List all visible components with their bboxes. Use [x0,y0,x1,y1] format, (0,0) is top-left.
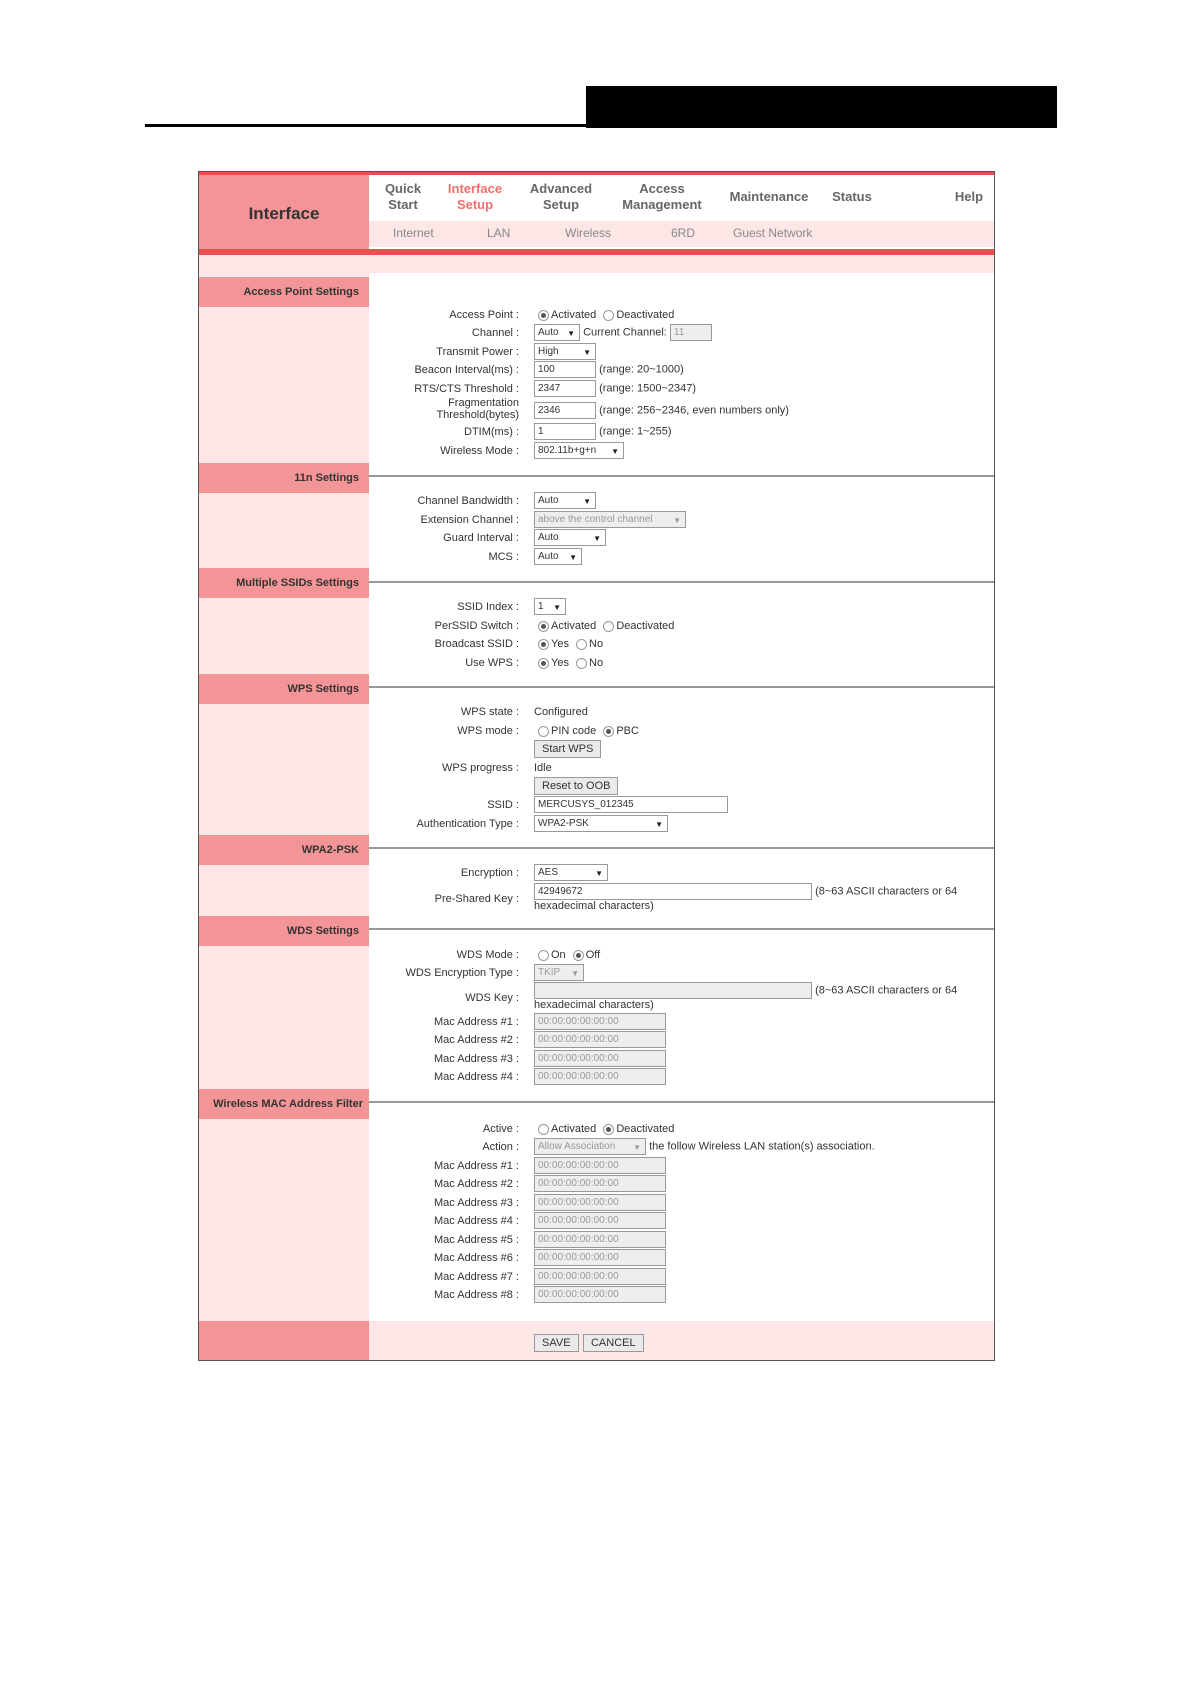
start-wps-button[interactable]: Start WPS [534,740,601,758]
section-rule [369,475,994,477]
radio-perssid-deactivated[interactable] [603,621,614,632]
frag-range: (range: 256~2346, even numbers only) [599,404,789,417]
mac-filter-action-hint: the follow Wireless LAN station(s) association. [649,1140,875,1153]
save-button[interactable]: SAVE [534,1334,579,1352]
label-extension-channel: Extension Channel : [420,514,519,526]
label-filter-mac-5: Mac Address #5 : [434,1234,519,1246]
label-filter-mac-4: Mac Address #4 : [434,1215,519,1227]
label-wps-state: WPS state : [460,706,519,718]
ssid-index-row [534,598,566,615]
subnav-internet[interactable]: Internet [393,226,434,240]
radio-label: Activated [551,620,597,632]
label-wireless-mode: Wireless Mode : [440,445,519,457]
wds-mode-radio-group [534,948,600,962]
radio-label: Off [585,949,601,961]
channel-bandwidth-select[interactable]: Auto ▼ [534,492,596,509]
filter-mac-input-3[interactable]: 00:00:00:00:00:00 [534,1194,666,1211]
filter-mac-row [534,1231,666,1248]
section-rule [369,686,994,688]
filter-mac-row [534,1157,666,1174]
radio-label: No [589,638,604,650]
label-channel: Channel : [471,327,519,339]
wps-progress-value: Idle [534,762,552,774]
subnav-lan[interactable]: LAN [487,226,511,240]
wps-mode-radio-group [534,724,639,738]
wds-encryption-select[interactable]: TKIP ▼ [534,964,584,981]
router-config-screenshot [198,171,995,1361]
label-wds-encryption: WDS Encryption Type : [405,967,519,979]
ssid-row [534,796,728,813]
mac-filter-action-row [534,1138,875,1155]
nav-quick-start[interactable]: Quick Start [384,181,422,212]
rts-range: (range: 1500~2347) [599,382,696,395]
label-pre-shared-key: Pre-Shared Key : [434,893,519,905]
wds-key-input[interactable] [534,982,812,999]
label-wds-mac-3: Mac Address #3 : [434,1053,519,1065]
section-label-access-point: Access Point Settings [199,277,369,307]
radio-label: PBC [616,725,639,737]
label-channel-bandwidth: Channel Bandwidth : [417,495,519,507]
label-wps-mode: WPS mode : [457,725,519,737]
left-column [199,273,369,1321]
section-label-multiple-ssids: Multiple SSIDs Settings [199,568,369,598]
nav-access-management[interactable]: Access Management [622,181,702,212]
radio-label: Activated [551,1123,597,1135]
auth-type-select[interactable]: WPA2-PSK ▼ [534,815,668,832]
section-label-wds: WDS Settings [199,916,369,946]
guard-interval-select[interactable]: Auto ▼ [534,529,606,546]
label-wds-mac-1: Mac Address #1 : [434,1016,519,1028]
wds-key-hint-line2: hexadecimal characters) [534,999,654,1011]
perssid-radio-group [534,619,674,633]
frag-label-line2: Threshold(bytes) [436,409,519,421]
nav-interface-setup[interactable]: Interface Setup [447,181,503,212]
radio-wps-no[interactable] [576,658,587,669]
section-rule [369,1101,994,1103]
radio-wps-pbc[interactable] [603,726,614,737]
sub-nav [369,221,994,247]
mac-filter-radio-group [534,1122,674,1136]
wps-state-value: Configured [534,706,588,718]
label-mac-filter-action: Action : [482,1141,519,1153]
fragmentation-input[interactable]: 2346 [534,402,596,419]
radio-label: On [551,949,566,961]
footer-bar [199,1321,994,1361]
label-access-point: Access Point : [449,309,519,321]
filter-mac-input-2[interactable]: 00:00:00:00:00:00 [534,1175,666,1192]
radio-wds-on[interactable] [538,950,549,961]
section-label-wps: WPS Settings [199,674,369,704]
wds-mac-row [534,1013,666,1030]
top-header [199,172,994,256]
dtim-input[interactable]: 1 [534,423,596,440]
bandwidth-row [534,492,596,509]
current-channel-field: 11 [670,324,712,341]
label-use-wps: Use WPS : [465,657,519,669]
frag-label-line1: Fragmentation [448,397,519,409]
wireless-mode-row [534,442,624,459]
section-label-mac-filter: Wireless MAC Address Filter [199,1089,369,1119]
filter-mac-input-7[interactable]: 00:00:00:00:00:00 [534,1268,666,1285]
label-wds-mac-2: Mac Address #2 : [434,1034,519,1046]
label-perssid-switch: PerSSID Switch : [434,620,519,632]
wds-mac-input-2[interactable]: 00:00:00:00:00:00 [534,1031,666,1048]
label-wds-mode: WDS Mode : [456,949,519,961]
radio-wds-off[interactable] [573,950,584,961]
wds-mac-row [534,1068,666,1085]
section-rule [369,581,994,583]
guard-row [534,529,606,546]
filter-mac-input-1[interactable]: 00:00:00:00:00:00 [534,1157,666,1174]
psk-hint-line2: hexadecimal characters) [534,900,654,912]
filter-mac-row [534,1175,666,1192]
radio-ap-activated[interactable] [538,310,549,321]
label-auth-type: Authentication Type : [416,818,519,830]
filter-mac-input-6[interactable]: 00:00:00:00:00:00 [534,1249,666,1266]
radio-wps-pin[interactable] [538,726,549,737]
label-beacon-interval: Beacon Interval(ms) : [414,364,519,376]
label-fragmentation [369,397,519,421]
subnav-6rd[interactable]: 6RD [671,226,696,240]
wds-mac-row [534,1031,666,1048]
radio-wps-yes[interactable] [538,658,549,669]
wds-mac-input-3[interactable]: 00:00:00:00:00:00 [534,1050,666,1067]
wds-key-hint: (8~63 ASCII characters or 64 [815,984,958,997]
label-broadcast-ssid: Broadcast SSID : [434,638,519,650]
beacon-range: (range: 20~1000) [599,363,684,376]
nav-advanced-setup[interactable]: Advanced Setup [529,181,593,212]
filter-mac-row [534,1249,666,1266]
radio-label: Yes [551,638,569,650]
pre-shared-key-input[interactable]: 42949672 [534,883,812,900]
label-rts-threshold: RTS/CTS Threshold : [414,383,519,395]
filter-mac-input-4[interactable]: 00:00:00:00:00:00 [534,1212,666,1229]
mac-filter-action-select[interactable]: Allow Association ▼ [534,1138,646,1155]
broadcast-radio-group [534,637,603,651]
beacon-interval-input[interactable]: 100 [534,361,596,378]
label-filter-mac-8: Mac Address #8 : [434,1289,519,1301]
section-label-wpa2-psk: WPA2-PSK [199,835,369,865]
wds-encryption-row [534,964,584,981]
psk-row [534,883,957,900]
radio-label: Deactivated [616,620,675,632]
label-filter-mac-1: Mac Address #1 : [434,1160,519,1172]
label-encryption: Encryption : [460,867,519,879]
psk-hint: (8~63 ASCII characters or 64 [815,885,958,898]
mcs-select[interactable]: Auto ▼ [534,548,582,565]
document-header-rule [145,124,1057,127]
filter-mac-row [534,1194,666,1211]
transmit-power-select[interactable]: High ▼ [534,343,596,360]
ssid-index-select[interactable]: 1 ▼ [534,598,566,615]
main-nav [369,175,994,221]
radio-ap-deactivated[interactable] [603,310,614,321]
radio-label: PIN code [551,725,597,737]
radio-perssid-activated[interactable] [538,621,549,632]
section-rule [369,847,994,849]
radio-label: Activated [551,309,597,321]
beacon-row [534,361,684,378]
header-pink-band [199,255,994,273]
filter-mac-row [534,1268,666,1285]
wds-mac-row [534,1050,666,1067]
footer-left [199,1321,369,1361]
access-point-radio-group [534,308,674,322]
label-guard-interval: Guard Interval : [443,532,519,544]
auth-row [534,815,668,832]
label-mcs: MCS : [488,551,519,563]
radio-filter-activated[interactable] [538,1124,549,1135]
cancel-button[interactable]: CANCEL [583,1334,644,1352]
wds-mac-input-1[interactable]: 00:00:00:00:00:00 [534,1013,666,1030]
filter-mac-input-8[interactable]: 00:00:00:00:00:00 [534,1286,666,1303]
mcs-row [534,548,582,565]
label-filter-mac-3: Mac Address #3 : [434,1197,519,1209]
dtim-row [534,423,672,440]
encryption-row [534,864,608,881]
extension-channel-select[interactable]: above the control channel ▼ [534,511,686,528]
start-wps-row [534,740,601,758]
page-title: Interface [199,172,369,256]
section-rule [369,928,994,930]
footer-buttons [534,1333,644,1352]
nav-maintenance[interactable]: Maintenance [729,189,809,204]
wireless-mode-select[interactable]: 802.11b+g+n ▼ [534,442,624,459]
label-wds-key: WDS Key : [465,992,519,1004]
document-header-bar [586,86,1057,128]
rts-row [534,380,696,397]
frag-row [534,402,789,419]
label-filter-mac-2: Mac Address #2 : [434,1178,519,1190]
label-wds-mac-4: Mac Address #4 : [434,1071,519,1083]
transmit-power-row [534,343,596,360]
label-wps-progress: WPS progress : [441,762,519,774]
label-mac-filter-active: Active : [482,1123,519,1135]
label-ssid: SSID : [487,799,519,811]
subnav-wireless[interactable]: Wireless [565,226,612,240]
filter-mac-row [534,1212,666,1229]
radio-label: Yes [551,657,569,669]
reset-oob-row [534,777,618,795]
channel-select[interactable]: Auto ▼ [534,324,580,341]
reset-to-oob-button[interactable]: Reset to OOB [534,777,618,795]
ssid-input[interactable]: MERCUSYS_012345 [534,796,728,813]
label-ssid-index: SSID Index : [457,601,519,613]
radio-broadcast-yes[interactable] [538,639,549,650]
encryption-select[interactable]: AES ▼ [534,864,608,881]
filter-mac-input-5[interactable]: 00:00:00:00:00:00 [534,1231,666,1248]
filter-mac-row [534,1286,666,1303]
nav-status[interactable]: Status [832,189,872,204]
wds-mac-input-4[interactable]: 00:00:00:00:00:00 [534,1068,666,1085]
label-dtim: DTIM(ms) : [464,426,519,438]
label-transmit-power: Transmit Power : [436,346,519,358]
radio-broadcast-no[interactable] [576,639,587,650]
label-filter-mac-7: Mac Address #7 : [434,1271,519,1283]
use-wps-radio-group [534,656,603,670]
rts-threshold-input[interactable]: 2347 [534,380,596,397]
label-filter-mac-6: Mac Address #6 : [434,1252,519,1264]
current-channel-label: Current Channel: [583,326,667,339]
radio-label: No [589,657,604,669]
radio-label: Deactivated [616,1123,675,1135]
wds-key-row [534,982,957,999]
subnav-guest-network[interactable]: Guest Network [733,226,813,240]
nav-help[interactable]: Help [954,189,984,204]
radio-filter-deactivated[interactable] [603,1124,614,1135]
section-label-11n: 11n Settings [199,463,369,493]
extension-row [534,511,686,528]
dtim-range: (range: 1~255) [599,425,672,438]
radio-label: Deactivated [616,309,675,321]
channel-row [534,324,712,341]
